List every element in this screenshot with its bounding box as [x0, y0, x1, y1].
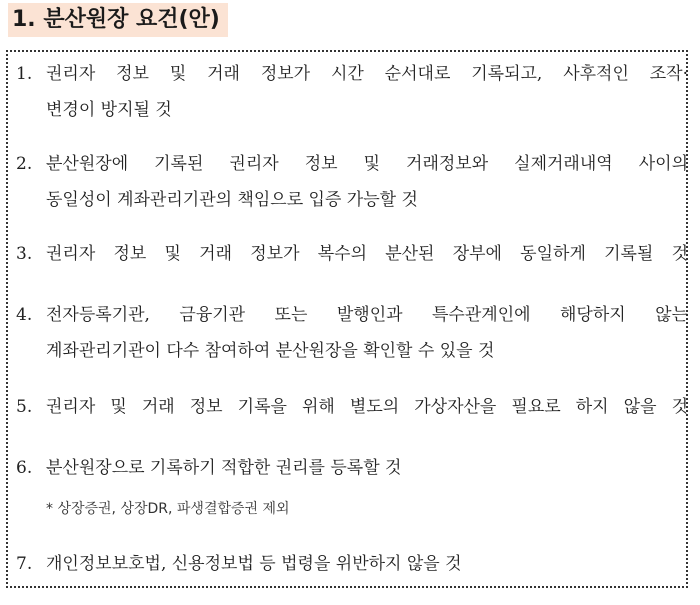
requirement-item-1 — [16, 56, 688, 128]
section-heading: 1. 분산원장 요건(안) — [12, 7, 220, 32]
item-line: 변경이 방지될 것 — [46, 100, 172, 120]
requirement-item-7 — [16, 546, 688, 582]
item-line: 권리자 정보 및 거래 정보가 복수의 분산된 장부에 동일하게 기록될 것 — [46, 244, 688, 264]
item-number: 5. — [16, 397, 33, 417]
requirement-item-3 — [16, 236, 688, 272]
item-6-footnote: * 상장증권, 상장DR, 파생결합증권 제외 — [46, 501, 290, 517]
item-line: 전자등록기관, 금융기관 또는 발행인과 특수관계인에 해당하지 않는 — [46, 305, 688, 325]
requirement-item-6 — [16, 450, 688, 486]
item-number: 4. — [16, 305, 33, 325]
item-line: 개인정보보호법, 신용정보법 등 법령을 위반하지 않을 것 — [46, 554, 462, 574]
item-number: 7. — [16, 554, 33, 574]
item-line: 권리자 및 거래 정보 기록을 위해 별도의 가상자산을 필요로 하지 않을 것 — [46, 397, 688, 417]
item-line: 계좌관리기관이 다수 참여하여 분산원장을 확인할 수 있을 것 — [46, 341, 495, 361]
item-line: 동일성이 계좌관리기관의 책임으로 입증 가능할 것 — [46, 190, 418, 210]
item-number: 2. — [16, 154, 33, 174]
item-number: 3. — [16, 244, 33, 264]
requirements-box — [6, 50, 688, 588]
item-line: 분산원장으로 기록하기 적합한 권리를 등록할 것 — [46, 458, 402, 478]
item-number: 1. — [16, 64, 33, 84]
item-line: 분산원장에 기록된 권리자 정보 및 거래정보와 실제거래내역 사이의 — [46, 154, 688, 174]
requirement-item-5 — [16, 389, 688, 425]
requirement-item-4 — [16, 297, 688, 369]
requirement-item-2 — [16, 146, 688, 218]
item-line: 권리자 정보 및 거래 정보가 시간 순서대로 기록되고, 사후적인 조작· — [46, 64, 688, 84]
item-number: 6. — [16, 458, 33, 478]
